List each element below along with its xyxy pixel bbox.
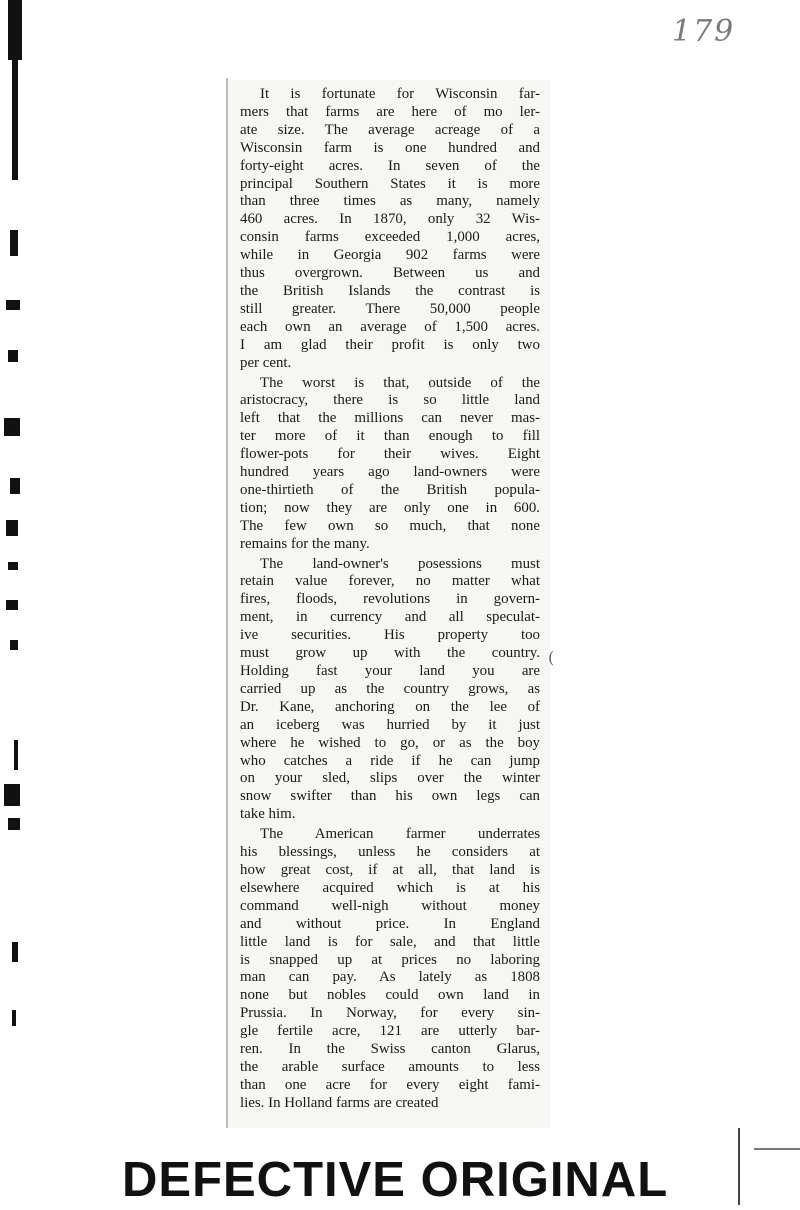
article-line: left that the millions can never mas- (240, 410, 540, 427)
article-line: one-thirtieth of the British popula- (240, 481, 540, 498)
article-line: The land-owner's posessions must (260, 555, 540, 572)
article-line: aristocracy, there is so little land (240, 392, 540, 409)
article-line: where he wished to go, or as the boy (240, 734, 540, 751)
article-line: than one acre for every eight fami- (240, 1076, 540, 1093)
article-line: retain value forever, no matter what (240, 573, 540, 590)
article-line: flower-pots for their wives. Eight (240, 446, 540, 463)
article-line: ter more of it than enough to fill (240, 428, 540, 445)
article-line: I am glad their profit is only two (240, 336, 540, 353)
article-line: ive securities. His property too (240, 627, 540, 644)
article-line: little land is for sale, and that little (240, 933, 540, 950)
article-paragraph (240, 826, 540, 1113)
article-line: The few own so much, that none (240, 517, 540, 534)
scan-left-edge-artifacts (0, 0, 30, 1205)
article-line: and without price. In England (240, 915, 540, 932)
article-line: command well-nigh without money (240, 897, 540, 914)
article-paragraph (240, 86, 540, 373)
article-line: ment, in currency and all speculat- (240, 609, 540, 626)
article-text (240, 86, 540, 1113)
article-line: elsewhere acquired which is at his (240, 879, 540, 896)
article-line: on your sled, slips over the winter (240, 770, 540, 787)
article-line: snow swifter than his own legs can (240, 788, 540, 805)
article-line: carried up as the country grows, as (240, 680, 540, 697)
article-line: the arable surface amounts to less (240, 1058, 540, 1075)
article-paragraph (240, 375, 540, 554)
article-line: per cent. (240, 354, 292, 371)
article-line: his blessings, unless he considers at (240, 844, 540, 861)
article-line: Prussia. In Norway, for every sin- (240, 1005, 540, 1022)
article-line: none but nobles could own land in (240, 987, 540, 1004)
article-line: Holding fast your land you are (240, 663, 540, 679)
article-line: ren. In the Swiss canton Glarus, (240, 1041, 540, 1058)
article-line: It is fortunate for Wisconsin far- (260, 86, 540, 102)
article-line: principal Southern States it is more (240, 175, 540, 192)
article-line: take him. (240, 806, 296, 823)
article-line: the British Islands the contrast is (240, 282, 540, 299)
defective-original-stamp: DEFECTIVE ORIGINAL (122, 1153, 669, 1207)
article-line: each own an average of 1,500 acres. (240, 318, 540, 335)
article-line: who catches a ride if he can jump (240, 752, 540, 769)
article-line: fires, floods, revolutions in govern- (240, 591, 540, 608)
article-line: remains for the many. (240, 535, 370, 552)
article-line: mers that farms are here of mo ler- (240, 103, 540, 120)
article-line: Dr. Kane, anchoring on the lee of (240, 698, 540, 715)
article-line: lies. In Holland farms are created (240, 1094, 439, 1111)
article-line: consin farms exceeded 1,000 acres, (240, 229, 540, 246)
article-line: an iceberg was hurried by it just (240, 716, 540, 733)
page-number: 179 (672, 14, 736, 49)
article-line: tion; now they are only one in 600. (240, 499, 540, 516)
article-line: must grow up with the country. (240, 645, 540, 662)
article-line: is snapped up at prices no laboring (240, 951, 540, 968)
article-line: how great cost, if at all, that land is (240, 861, 540, 878)
article-line: 460 acres. In 1870, only 32 Wis- (240, 211, 540, 228)
article-line: The American farmer underrates (260, 826, 540, 843)
article-line: forty-eight acres. In seven of the (240, 157, 540, 174)
article-line: while in Georgia 902 farms were (240, 247, 540, 264)
article-line: hundred years ago land-owners were (240, 464, 540, 481)
margin-mark: ( (548, 648, 555, 667)
article-line: still greater. There 50,000 people (240, 300, 540, 317)
article-line: Wisconsin farm is one hundred and (240, 139, 540, 156)
article-line: ate size. The average acreage of a (240, 121, 540, 138)
article-line: The worst is that, outside of the (260, 374, 540, 391)
article-paragraph (240, 556, 540, 825)
scan-corner-artifact (738, 1128, 800, 1205)
article-line: gle fertile acre, 121 are utterly bar- (240, 1023, 540, 1040)
article-line: than three times as many, namely (240, 193, 540, 210)
article-line: thus overgrown. Between us and (240, 265, 540, 282)
article-line: man can pay. As lately as 1808 (240, 969, 540, 986)
